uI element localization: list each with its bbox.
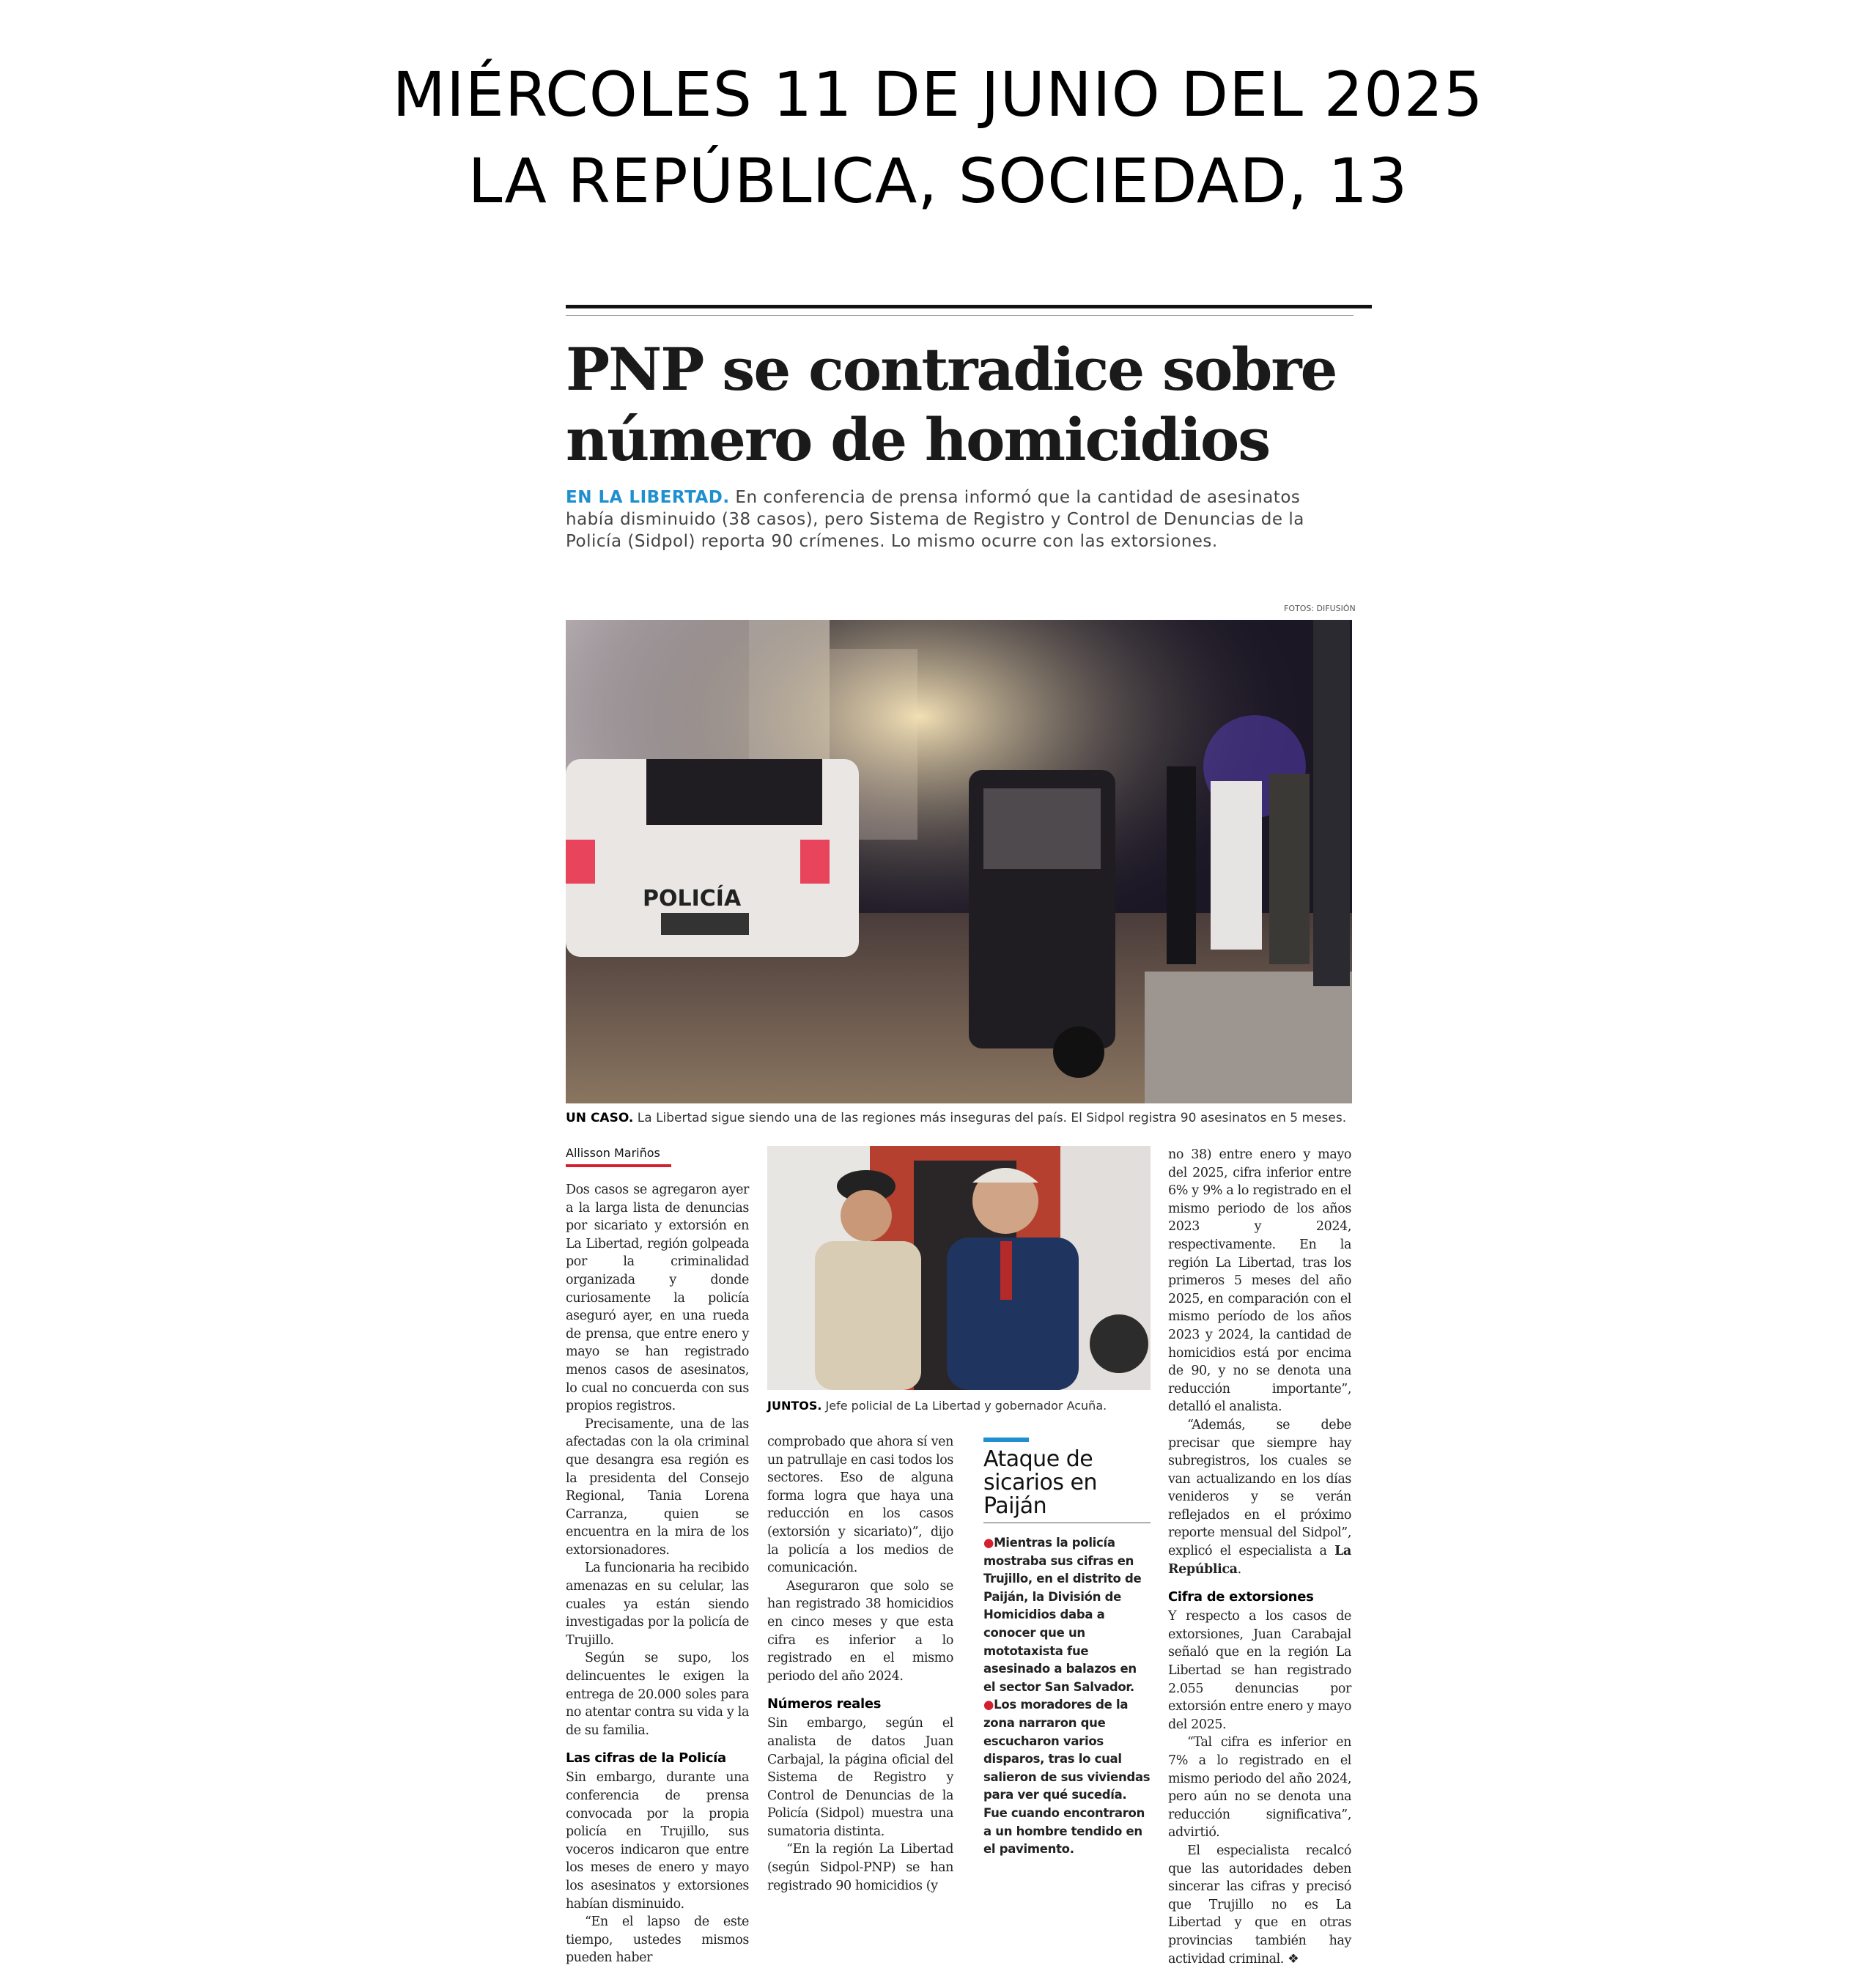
column-1 — [566, 1181, 749, 1967]
paragraph: Según se supo, los delincuentes le exigen la entrega de 20.000 soles para no atentar contra su vida y la de su familia. — [566, 1651, 749, 1738]
paragraph-end: . — [1237, 1561, 1241, 1577]
headline — [566, 334, 1372, 475]
bullet-dot-icon: ● — [983, 1536, 994, 1550]
photo1-caption-text: La Libertad sigue siendo una de las regiones más inseguras del país. El Sidpol registra 90 asesinatos en 5 meses. — [633, 1111, 1347, 1125]
paragraph: “En el lapso de este tiempo, ustedes mismos pueden haber — [566, 1915, 749, 1966]
sidebar-title: Ataque de sicarios en Paiján — [983, 1446, 1098, 1519]
byline: Allisson Mariños — [566, 1146, 660, 1160]
page-date-header: MIÉRCOLES 11 DE JUNIO DEL 2025 — [392, 59, 1484, 130]
paragraph: Precisamente, una de las afectadas con la ola criminal que desangra esa región es la presidenta del Consejo Regional, Tania Lorena Carranza, quien se encuentra en la mira de los extorsionadores. — [566, 1416, 749, 1558]
column-2 — [767, 1433, 953, 1895]
bullet-dot-icon: ● — [983, 1698, 994, 1712]
governor — [947, 1238, 1079, 1390]
subheading: Las cifras de la Policía — [566, 1750, 726, 1767]
deck-text: En conferencia de prensa informó que la cantidad de asesinatos había disminuido (38 casos), pero Sistema de Registro y Control de Denuncias de la Policía (Sidpol) reporta 90 crímenes. Lo mismo ocurre con las extorsiones. — [566, 488, 1304, 551]
headline-line-2: número de homicidios — [566, 405, 1270, 474]
photo2-caption — [767, 1399, 1156, 1413]
subheading: Cifra de extorsiones — [1168, 1589, 1314, 1605]
page-source-header: LA REPÚBLICA, SOCIEDAD, 13 — [468, 145, 1408, 217]
officials-illustration — [767, 1146, 1151, 1390]
sidebar-item — [983, 1534, 1151, 1696]
photo-police-scene — [566, 620, 1352, 1103]
deck-kicker: EN LA LIBERTAD. — [566, 488, 730, 507]
subheading: Números reales — [767, 1696, 882, 1712]
paragraph — [1168, 1416, 1351, 1578]
paragraph: “Tal cifra es inferior en 7% a lo registrado en el mismo periodo del año 2024, pero aún no se denota una reducción significativa”, advirtió. — [1168, 1735, 1351, 1841]
photo1-caption-kicker: UN CASO. — [566, 1111, 634, 1125]
paragraph: Sin embargo, durante una conferencia de prensa convocada por la propia policía en Trujillo, sus voceros indicaron que entre los meses de enero y mayo los asesinatos y extorsiones habían disminuido. — [566, 1770, 749, 1912]
newspaper-article — [566, 305, 1372, 1967]
paragraph: Sin embargo, según el analista de datos Juan Carbajal, la página oficial del Sistema de Registro y Control de Denuncias de la Policía (Sidpol) muestra una sumatoria distinta. — [767, 1716, 953, 1839]
paragraph: Y respecto a los casos de extorsiones, Juan Carabajal señaló que en la región La Libertad se han registrado 2.055 denuncias por extorsión entre enero y mayo del 2025. — [1168, 1609, 1351, 1732]
top-thin-rule — [566, 315, 1354, 316]
paragraph: “En la región La Libertad (según Sidpol-PNP) se han registrado 90 homicidios (y — [767, 1842, 953, 1893]
publication-name: La República — [1168, 1544, 1351, 1577]
truck-label: POLICÍA — [643, 886, 742, 911]
paragraph: comprobado que ahora sí ven un patrullaje en casi todos los sectores. Eso de alguna forma logra que haya una reducción en los casos (extorsión y sicariato)”, dijo la policía a los medios de comunicación. — [767, 1435, 953, 1576]
night-street-illustration — [566, 620, 1352, 1103]
sidebar-accent-rule — [983, 1438, 1029, 1442]
photo2-caption-kicker: JUNTOS. — [767, 1399, 822, 1413]
police-chief — [815, 1241, 921, 1390]
photo2-caption-text: Jefe policial de La Libertad y gobernador Acuña. — [821, 1399, 1107, 1413]
paragraph-text: “Además, se debe precisar que siempre hay subregistros, los cuales se van actualizando en los días venideros y se verán reflejados en el próximo reporte mensual del Sidpol”, explicó el especialista a — [1168, 1417, 1351, 1559]
column-3 — [1168, 1146, 1351, 1968]
photo-officials — [767, 1146, 1151, 1390]
byline-rule — [566, 1164, 671, 1167]
paragraph: El especialista recalcó que las autoridades deben sincerar las cifras y precisó que Trujillo no es La Libertad y que en otras provincias también hay actividad criminal. ❖ — [1168, 1843, 1351, 1967]
paragraph: Aseguraron que solo se han registrado 38 homicidios en cinco meses y que esta cifra es inferior a lo registrado en el mismo periodo del año 2024. — [767, 1578, 953, 1684]
sidebar-body — [983, 1534, 1151, 1859]
paragraph: La funcionaria ha recibido amenazas en su celular, las cuales ya están siendo investigadas por la policía de Trujillo. — [566, 1561, 749, 1648]
photo-credit: FOTOS: DIFUSIÓN — [1284, 604, 1356, 613]
sidebar-item-text: Los moradores de la zona narraron que escucharon varios disparos, tras lo cual salieron de sus viviendas para ver qué sucedía. Fue cuando encontraron a un hombre tendido en el pavimento. — [983, 1698, 1151, 1857]
paragraph: no 38) entre enero y mayo del 2025, cifra inferior entre 6% y 9% a lo registrado en el mismo periodo de los años 2023 y 2024, respectivamente. En la región La Libertad, tras los primeros 5 meses del año 2025, en comparación con el mismo período de los años 2023 y 2024, la cantidad de homicidios está por encima de 90, y no se denota una reducción importante”, detalló el analista. — [1168, 1147, 1351, 1415]
sidebar-item-text: Mientras la policía mostraba sus cifras en Trujillo, en el distrito de Paiján, la División de Homicidios daba a conocer que un mototaxista fue asesinado a balazos en el sector San Salvador. — [983, 1536, 1142, 1694]
headline-line-1: PNP se contradice sobre — [566, 335, 1337, 404]
photo1-caption — [566, 1111, 1354, 1125]
paragraph: Dos casos se agregaron ayer a la larga lista de denuncias por sicariato y extorsión en La Libertad, región golpeada por la criminalidad organizada y donde curiosamente la policía aseguró ayer, en una rueda de prensa, que entre enero y mayo se han registrado menos casos de asesinatos, lo cual no concuerda con sus propios registros. — [566, 1183, 749, 1414]
top-rule — [566, 305, 1372, 308]
deck — [566, 487, 1354, 552]
sidebar-item — [983, 1696, 1151, 1858]
